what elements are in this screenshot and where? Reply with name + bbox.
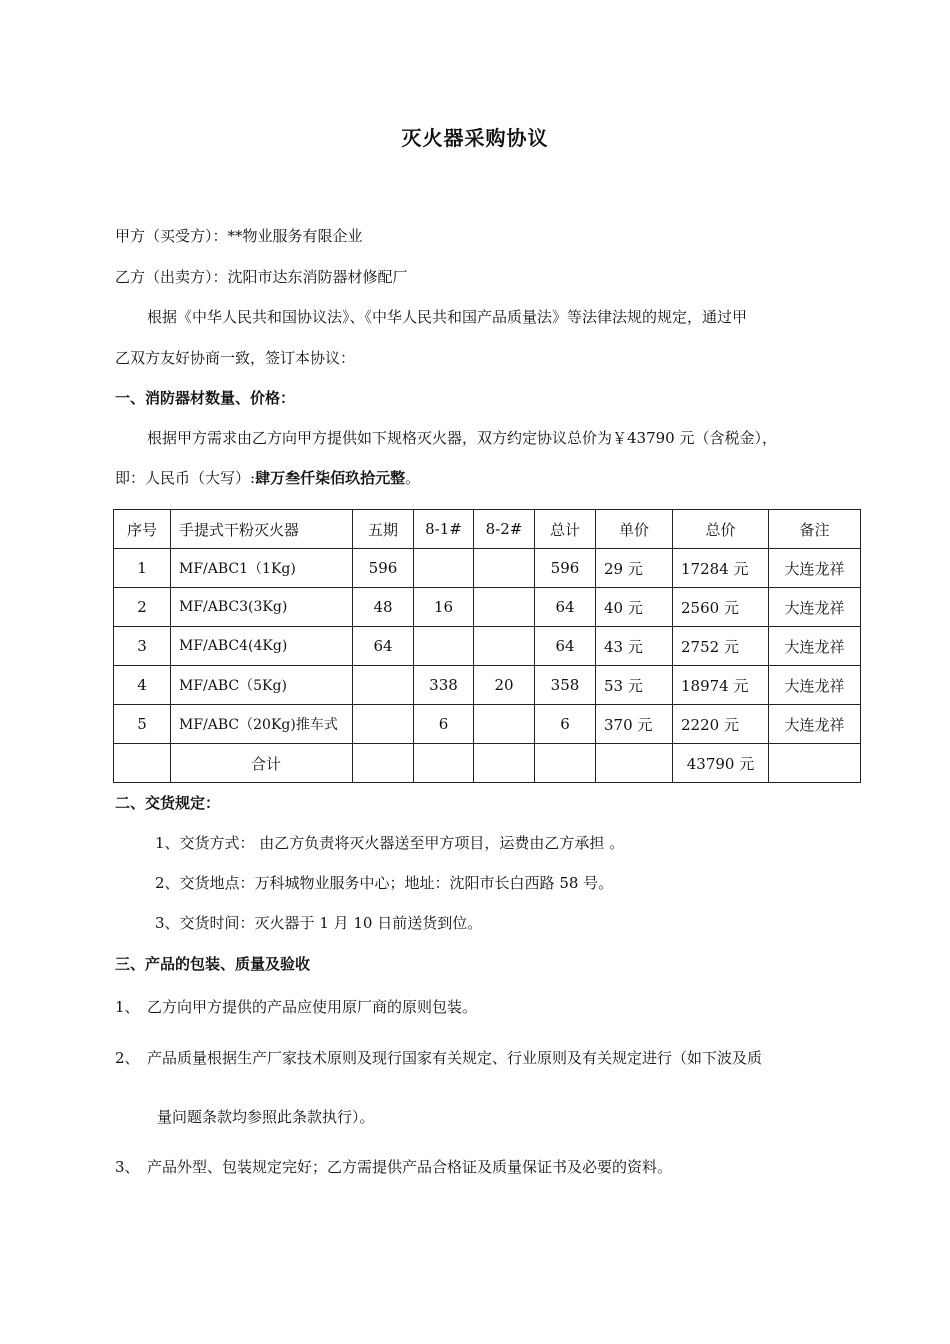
table-cell (353, 744, 414, 783)
table-cell: 大连龙祥 (769, 588, 861, 627)
table-cell: 2 (114, 588, 171, 627)
table-cell: 40 元 (596, 588, 673, 627)
table-cell: 17284 元 (673, 549, 769, 588)
table-cell: 48 (353, 588, 414, 627)
section-3-item-1-number: 1、 (115, 998, 140, 1016)
table-cell: 64 (535, 588, 596, 627)
table-cell: 43 元 (596, 627, 673, 666)
table-cell (535, 744, 596, 783)
section-1-heading: 一、消防器材数量、价格： (115, 389, 296, 407)
table-cell (353, 705, 414, 744)
table-cell: 大连龙祥 (769, 705, 861, 744)
header-cell: 备注 (769, 510, 861, 549)
table-cell: MF/ABC1（1Kg) (171, 549, 353, 588)
table-row (114, 666, 861, 705)
table-cell: 64 (353, 627, 414, 666)
table-cell: 6 (535, 705, 596, 744)
table-cell: 大连龙祥 (769, 549, 861, 588)
section-2-heading: 二、交货规定： (115, 794, 221, 812)
extinguisher-table (113, 509, 861, 783)
section-3-item-3: 产品外型、包装规定完好；乙方需提供产品合格证及质量保证书及必要的资料。 (147, 1158, 673, 1176)
delivery-time: 3、交货时间：灭火器于 1 月 10 日前送货到位。 (155, 914, 483, 932)
header-cell: 单价 (596, 510, 673, 549)
table-row (114, 705, 861, 744)
party-a: 甲方（买受方）：**物业服务有限企业 (115, 227, 363, 245)
intro-line-1: 根据《中华人民共和国协议法》、《中华人民共和国产品质量法》等法律法规的规定，通过甲 (147, 308, 748, 326)
table-cell: 4 (114, 666, 171, 705)
intro-line-2: 乙双方友好协商一致，签订本协议： (115, 349, 356, 367)
delivery-method: 1、交货方式： 由乙方负责将灭火器送至甲方项目，运费由乙方承担 。 (155, 834, 625, 852)
table-cell: MF/ABC（5Kg) (171, 666, 353, 705)
table-cell: MF/ABC（20Kg)推车式 (171, 705, 353, 744)
header-cell: 五期 (353, 510, 414, 549)
total-value: 43790 元 (673, 744, 769, 783)
table-cell: 3 (114, 627, 171, 666)
table-row (114, 627, 861, 666)
table-cell: 1 (114, 549, 171, 588)
table-total-row (114, 744, 861, 783)
section-3-heading: 三、产品的包装、质量及验收 (115, 955, 311, 973)
table-cell: 2220 元 (673, 705, 769, 744)
table-cell (474, 549, 535, 588)
table-cell: 370 元 (596, 705, 673, 744)
table-cell (414, 627, 474, 666)
table-cell: 596 (535, 549, 596, 588)
table-cell (114, 744, 171, 783)
table-cell: 358 (535, 666, 596, 705)
table-cell (474, 705, 535, 744)
table-cell: MF/ABC3(3Kg) (171, 588, 353, 627)
table-cell (474, 588, 535, 627)
table-cell (596, 744, 673, 783)
section-3-item-2-line-1: 产品质量根据生产厂家技术原则及现行国家有关规定、行业原则及有关规定进行（如下波及质 (147, 1049, 763, 1067)
table-cell: 29 元 (596, 549, 673, 588)
amount-prefix: 即：人民币（大写）: (115, 469, 256, 487)
table-cell (414, 549, 474, 588)
table-cell (474, 627, 535, 666)
table-cell: 18974 元 (673, 666, 769, 705)
table-cell (414, 744, 474, 783)
section-3-item-1: 乙方向甲方提供的产品应使用原厂商的原则包装。 (147, 998, 478, 1016)
table-cell: 2752 元 (673, 627, 769, 666)
table-cell: 53 元 (596, 666, 673, 705)
table-cell: 338 (414, 666, 474, 705)
header-cell: 总计 (535, 510, 596, 549)
table-cell: 2560 元 (673, 588, 769, 627)
table-row (114, 588, 861, 627)
header-cell: 手提式干粉灭火器 (171, 510, 353, 549)
table-cell: 16 (414, 588, 474, 627)
amount-suffix: 。 (405, 469, 421, 487)
table-cell (353, 666, 414, 705)
amount-in-words: 肆万叁仟柒佰玖拾元整 (255, 469, 406, 487)
table-cell (769, 744, 861, 783)
document-title: 灭火器采购协议 (401, 126, 549, 150)
table-row (114, 549, 861, 588)
header-cell: 总价 (673, 510, 769, 549)
table-cell: 596 (353, 549, 414, 588)
header-cell: 8-1# (414, 510, 474, 549)
table-cell: 64 (535, 627, 596, 666)
table-cell: MF/ABC4(4Kg) (171, 627, 353, 666)
header-cell: 序号 (114, 510, 171, 549)
section-3-item-3-number: 3、 (115, 1158, 140, 1176)
delivery-location: 2、交货地点：万科城物业服务中心；地址：沈阳市长白西路 58 号。 (155, 874, 614, 892)
section-3-item-2-number: 2、 (115, 1049, 140, 1067)
table-cell: 5 (114, 705, 171, 744)
header-cell: 8-2# (474, 510, 535, 549)
table-cell: 20 (474, 666, 535, 705)
table-cell (474, 744, 535, 783)
table-header-row (114, 510, 861, 549)
section-1-amount-line (115, 468, 420, 488)
total-label: 合计 (171, 744, 353, 783)
table-cell: 大连龙祥 (769, 666, 861, 705)
table-cell: 6 (414, 705, 474, 744)
section-1-price-line: 根据甲方需求由乙方向甲方提供如下规格灭火器，双方约定协议总价为￥43790 元（含税金）， (147, 429, 777, 447)
table-cell: 大连龙祥 (769, 627, 861, 666)
section-3-item-2-line-2: 量问题条款均参照此条款执行）。 (157, 1108, 375, 1126)
party-b: 乙方（出卖方）：沈阳市达东消防器材修配厂 (115, 268, 408, 286)
